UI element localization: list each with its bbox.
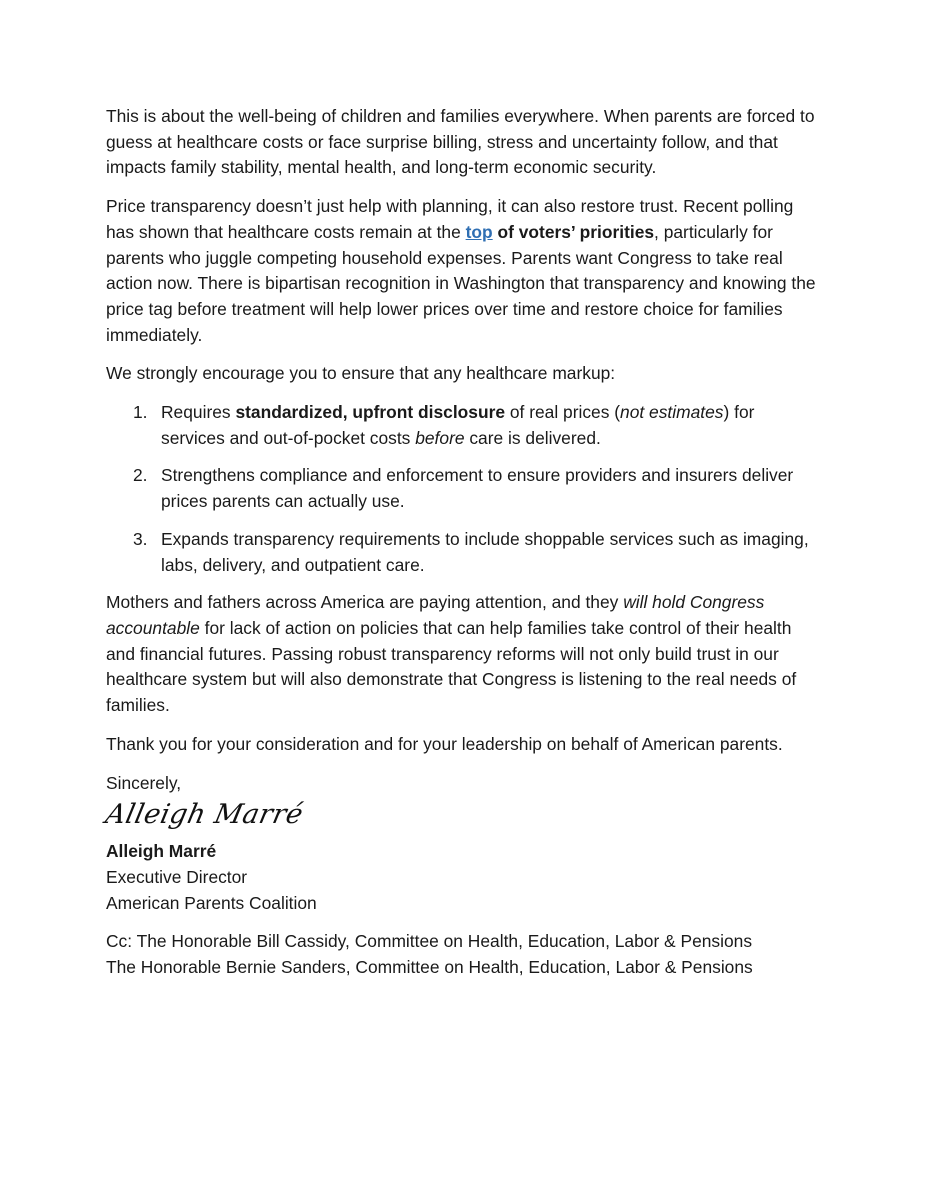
paragraph-transparency [106,194,822,348]
paragraph-encourage: We strongly encourage you to ensure that any healthcare markup: [106,363,616,384]
list-italic: before [415,427,465,448]
paragraph-thanks: Thank you for your consideration and for your leadership on behalf of American parents. [106,733,783,754]
list-number: 2. [133,465,148,486]
list-number: 1. [133,402,148,423]
list-item [106,463,822,514]
list-text: Requires [161,402,236,423]
signer-organization: American Parents Coalition [106,893,317,914]
accountability-emphasis: will hold Congress accountable [106,592,765,638]
handwritten-signature: Alleigh Marré [102,799,307,831]
letter-body [102,104,822,980]
voters-priorities-emphasis: of voters’ priorities [492,221,655,242]
signature-area [102,792,822,838]
signer-name: Alleigh Marré [106,841,217,862]
list-text: of real prices ( [505,402,621,423]
list-text: ) for services and out-of-pocket costs [161,402,755,448]
list-item [106,400,822,451]
signer-title: Executive Director [106,867,248,888]
list-item [106,527,822,578]
paragraph-accountability-text-2: for lack of action on policies that can help families take control of their health and financial futures. Passing robust transparency reforms will not only build trust in our healthcare system but will also demonstrate that Congress is listening to the real needs of families. [106,617,797,716]
list-emphasis: standardized, upfront disclosure [235,402,506,423]
paragraph-accountability-text-1: Mothers and fathers across America are paying attention, and they [106,592,624,613]
closing: Sincerely, [106,773,182,794]
paragraph-transparency-text-2: , particularly for parents who juggle competing household expenses. Parents want Congress to take real action now. There is bipartisan recognition in Washington that transparency and knowing the price tag before treatment will help lower prices over time and restore choice for families immediately. [106,221,816,345]
cc-line: Cc: The Honorable Bill Cassidy, Committee on Health, Education, Labor & Pensions [106,931,753,952]
list-italic: not estimates [620,402,724,423]
list-number: 3. [133,528,148,549]
signature-block [106,838,822,916]
cc-block [106,928,822,980]
paragraph-transparency-text-1: Price transparency doesn’t just help with planning, it can also restore trust. Recent polling has shown that healthcare costs remain at the [106,196,794,242]
list-text: Strengthens compliance and enforcement to ensure providers and insurers deliver prices parents can actually use. [161,465,794,512]
list-text: care is delivered. [464,427,601,448]
requests-list [106,400,822,578]
cc-line: The Honorable Bernie Sanders, Committee on Health, Education, Labor & Pensions [106,957,753,978]
paragraph-wellbeing: This is about the well-being of children and families everywhere. When parents are forced to guess at healthcare costs or face surprise billing, stress and uncertainty follow, and that impacts family stability, mental health, and long-term economic security. [106,106,815,178]
polling-link[interactable]: top [465,221,493,242]
paragraph-accountability [106,590,822,719]
list-text: Expands transparency requirements to include shoppable services such as imaging, labs, delivery, and outpatient care. [161,528,809,575]
